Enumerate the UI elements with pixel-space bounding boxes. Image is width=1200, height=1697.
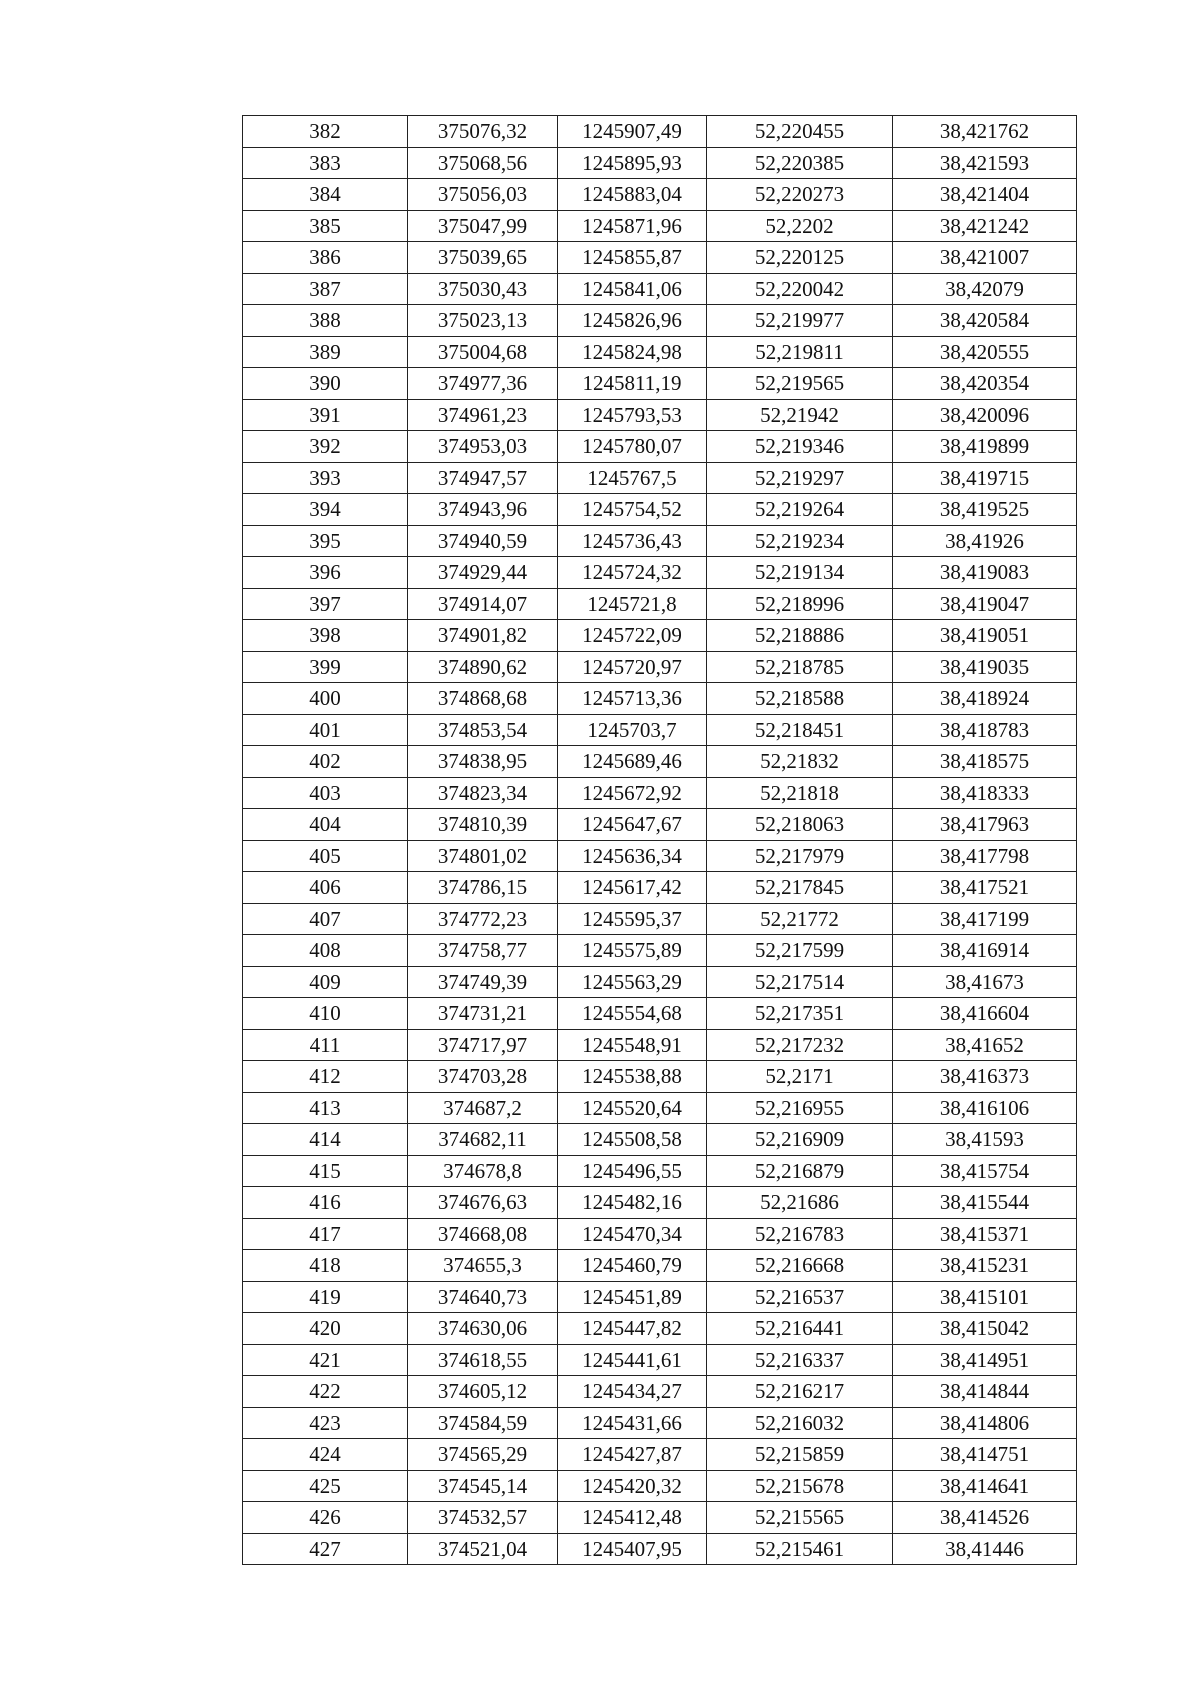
table-row	[243, 809, 1077, 841]
table-row	[243, 746, 1077, 778]
cell-coord-x: 375023,13	[408, 305, 558, 337]
cell-coord-y: 1245554,68	[558, 998, 707, 1030]
cell-point-number: 382	[243, 116, 408, 148]
cell-coord-x: 374961,23	[408, 399, 558, 431]
cell-longitude: 38,418924	[893, 683, 1077, 715]
cell-point-number: 404	[243, 809, 408, 841]
cell-coord-x: 374929,44	[408, 557, 558, 589]
cell-coord-x: 374565,29	[408, 1439, 558, 1471]
cell-latitude: 52,219977	[707, 305, 893, 337]
cell-longitude: 38,420584	[893, 305, 1077, 337]
cell-longitude: 38,415231	[893, 1250, 1077, 1282]
cell-point-number: 400	[243, 683, 408, 715]
table-row	[243, 1376, 1077, 1408]
cell-point-number: 415	[243, 1155, 408, 1187]
cell-latitude: 52,215859	[707, 1439, 893, 1471]
cell-latitude: 52,216217	[707, 1376, 893, 1408]
cell-longitude: 38,414641	[893, 1470, 1077, 1502]
cell-point-number: 407	[243, 903, 408, 935]
cell-longitude: 38,418333	[893, 777, 1077, 809]
table-row	[243, 368, 1077, 400]
table-row	[243, 1155, 1077, 1187]
cell-coord-y: 1245703,7	[558, 714, 707, 746]
cell-coord-y: 1245722,09	[558, 620, 707, 652]
cell-point-number: 399	[243, 651, 408, 683]
cell-coord-y: 1245470,34	[558, 1218, 707, 1250]
cell-point-number: 398	[243, 620, 408, 652]
cell-coord-y: 1245412,48	[558, 1502, 707, 1534]
cell-point-number: 406	[243, 872, 408, 904]
cell-coord-y: 1245482,16	[558, 1187, 707, 1219]
cell-latitude: 52,21818	[707, 777, 893, 809]
table-row	[243, 462, 1077, 494]
cell-longitude: 38,420555	[893, 336, 1077, 368]
cell-latitude: 52,219811	[707, 336, 893, 368]
table-row	[243, 494, 1077, 526]
cell-coord-x: 374545,14	[408, 1470, 558, 1502]
cell-coord-x: 375068,56	[408, 147, 558, 179]
cell-longitude: 38,417521	[893, 872, 1077, 904]
cell-latitude: 52,217514	[707, 966, 893, 998]
cell-coord-y: 1245595,37	[558, 903, 707, 935]
table-row	[243, 525, 1077, 557]
cell-point-number: 402	[243, 746, 408, 778]
cell-longitude: 38,42079	[893, 273, 1077, 305]
cell-coord-y: 1245647,67	[558, 809, 707, 841]
cell-point-number: 397	[243, 588, 408, 620]
cell-latitude: 52,2171	[707, 1061, 893, 1093]
cell-coord-x: 374717,97	[408, 1029, 558, 1061]
cell-latitude: 52,217232	[707, 1029, 893, 1061]
cell-coord-x: 374731,21	[408, 998, 558, 1030]
cell-coord-y: 1245883,04	[558, 179, 707, 211]
cell-longitude: 38,414951	[893, 1344, 1077, 1376]
cell-coord-x: 375039,65	[408, 242, 558, 274]
cell-longitude: 38,419035	[893, 651, 1077, 683]
cell-point-number: 390	[243, 368, 408, 400]
cell-longitude: 38,417199	[893, 903, 1077, 935]
cell-latitude: 52,220125	[707, 242, 893, 274]
cell-latitude: 52,220385	[707, 147, 893, 179]
cell-coord-x: 375047,99	[408, 210, 558, 242]
cell-coord-x: 374521,04	[408, 1533, 558, 1565]
cell-latitude: 52,218996	[707, 588, 893, 620]
cell-point-number: 422	[243, 1376, 408, 1408]
table-row	[243, 872, 1077, 904]
table-row	[243, 116, 1077, 148]
cell-coord-x: 374618,55	[408, 1344, 558, 1376]
cell-latitude: 52,217979	[707, 840, 893, 872]
table-row	[243, 399, 1077, 431]
table-row	[243, 1187, 1077, 1219]
cell-coord-x: 375030,43	[408, 273, 558, 305]
cell-point-number: 385	[243, 210, 408, 242]
cell-coord-y: 1245826,96	[558, 305, 707, 337]
cell-point-number: 416	[243, 1187, 408, 1219]
cell-longitude: 38,414751	[893, 1439, 1077, 1471]
cell-coord-x: 374953,03	[408, 431, 558, 463]
cell-coord-x: 374584,59	[408, 1407, 558, 1439]
cell-longitude: 38,415101	[893, 1281, 1077, 1313]
cell-coord-x: 374682,11	[408, 1124, 558, 1156]
cell-coord-x: 375004,68	[408, 336, 558, 368]
table-row	[243, 210, 1077, 242]
cell-point-number: 394	[243, 494, 408, 526]
cell-latitude: 52,219346	[707, 431, 893, 463]
cell-point-number: 396	[243, 557, 408, 589]
table-row	[243, 1124, 1077, 1156]
cell-longitude: 38,419047	[893, 588, 1077, 620]
cell-point-number: 408	[243, 935, 408, 967]
cell-coord-y: 1245563,29	[558, 966, 707, 998]
table-row	[243, 179, 1077, 211]
table-row	[243, 935, 1077, 967]
cell-latitude: 52,218886	[707, 620, 893, 652]
cell-coord-x: 374801,02	[408, 840, 558, 872]
cell-point-number: 405	[243, 840, 408, 872]
cell-coord-x: 374943,96	[408, 494, 558, 526]
cell-latitude: 52,220273	[707, 179, 893, 211]
cell-longitude: 38,416106	[893, 1092, 1077, 1124]
cell-coord-y: 1245721,8	[558, 588, 707, 620]
cell-latitude: 52,21832	[707, 746, 893, 778]
cell-latitude: 52,217845	[707, 872, 893, 904]
cell-coord-y: 1245434,27	[558, 1376, 707, 1408]
cell-longitude: 38,419715	[893, 462, 1077, 494]
cell-coord-x: 374890,62	[408, 651, 558, 683]
cell-coord-x: 374687,2	[408, 1092, 558, 1124]
cell-latitude: 52,218063	[707, 809, 893, 841]
cell-longitude: 38,415371	[893, 1218, 1077, 1250]
cell-coord-y: 1245538,88	[558, 1061, 707, 1093]
cell-coord-y: 1245689,46	[558, 746, 707, 778]
cell-coord-x: 374823,34	[408, 777, 558, 809]
cell-point-number: 409	[243, 966, 408, 998]
cell-latitude: 52,218588	[707, 683, 893, 715]
cell-coord-y: 1245841,06	[558, 273, 707, 305]
table-row	[243, 1250, 1077, 1282]
cell-latitude: 52,216909	[707, 1124, 893, 1156]
cell-latitude: 52,216668	[707, 1250, 893, 1282]
table-row	[243, 588, 1077, 620]
cell-point-number: 411	[243, 1029, 408, 1061]
coordinates-table-body	[243, 116, 1077, 1565]
cell-coord-y: 1245907,49	[558, 116, 707, 148]
cell-coord-y: 1245720,97	[558, 651, 707, 683]
table-row	[243, 1470, 1077, 1502]
cell-longitude: 38,419899	[893, 431, 1077, 463]
table-row	[243, 903, 1077, 935]
cell-latitude: 52,217599	[707, 935, 893, 967]
table-row	[243, 557, 1077, 589]
cell-latitude: 52,219264	[707, 494, 893, 526]
cell-coord-y: 1245736,43	[558, 525, 707, 557]
cell-point-number: 425	[243, 1470, 408, 1502]
cell-point-number: 414	[243, 1124, 408, 1156]
cell-longitude: 38,421007	[893, 242, 1077, 274]
cell-point-number: 388	[243, 305, 408, 337]
cell-coord-x: 374678,8	[408, 1155, 558, 1187]
cell-coord-y: 1245431,66	[558, 1407, 707, 1439]
cell-point-number: 391	[243, 399, 408, 431]
table-row	[243, 147, 1077, 179]
table-row	[243, 840, 1077, 872]
cell-point-number: 418	[243, 1250, 408, 1282]
cell-coord-y: 1245724,32	[558, 557, 707, 589]
cell-longitude: 38,421593	[893, 147, 1077, 179]
table-row	[243, 777, 1077, 809]
cell-latitude: 52,219565	[707, 368, 893, 400]
cell-longitude: 38,419525	[893, 494, 1077, 526]
cell-coord-y: 1245754,52	[558, 494, 707, 526]
table-row	[243, 242, 1077, 274]
cell-latitude: 52,215461	[707, 1533, 893, 1565]
cell-longitude: 38,420354	[893, 368, 1077, 400]
cell-point-number: 392	[243, 431, 408, 463]
table-row	[243, 1029, 1077, 1061]
cell-coord-y: 1245508,58	[558, 1124, 707, 1156]
cell-coord-x: 374630,06	[408, 1313, 558, 1345]
cell-point-number: 426	[243, 1502, 408, 1534]
cell-latitude: 52,2202	[707, 210, 893, 242]
table-row	[243, 1439, 1077, 1471]
table-row	[243, 1344, 1077, 1376]
cell-coord-y: 1245520,64	[558, 1092, 707, 1124]
cell-coord-x: 374605,12	[408, 1376, 558, 1408]
cell-latitude: 52,21942	[707, 399, 893, 431]
cell-latitude: 52,216537	[707, 1281, 893, 1313]
cell-point-number: 413	[243, 1092, 408, 1124]
cell-coord-x: 374810,39	[408, 809, 558, 841]
cell-coord-x: 374749,39	[408, 966, 558, 998]
cell-coord-x: 374940,59	[408, 525, 558, 557]
cell-coord-y: 1245895,93	[558, 147, 707, 179]
cell-point-number: 424	[243, 1439, 408, 1471]
cell-longitude: 38,418783	[893, 714, 1077, 746]
table-row	[243, 683, 1077, 715]
cell-latitude: 52,21772	[707, 903, 893, 935]
cell-point-number: 389	[243, 336, 408, 368]
cell-coord-y: 1245420,32	[558, 1470, 707, 1502]
cell-coord-y: 1245855,87	[558, 242, 707, 274]
cell-longitude: 38,414526	[893, 1502, 1077, 1534]
cell-point-number: 393	[243, 462, 408, 494]
table-row	[243, 966, 1077, 998]
cell-longitude: 38,414844	[893, 1376, 1077, 1408]
cell-point-number: 403	[243, 777, 408, 809]
cell-coord-y: 1245824,98	[558, 336, 707, 368]
cell-latitude: 52,215565	[707, 1502, 893, 1534]
table-row	[243, 1407, 1077, 1439]
cell-latitude: 52,218785	[707, 651, 893, 683]
table-row	[243, 651, 1077, 683]
cell-coord-y: 1245672,92	[558, 777, 707, 809]
cell-point-number: 384	[243, 179, 408, 211]
table-row	[243, 1502, 1077, 1534]
cell-point-number: 423	[243, 1407, 408, 1439]
cell-longitude: 38,41673	[893, 966, 1077, 998]
table-row	[243, 714, 1077, 746]
cell-coord-x: 374853,54	[408, 714, 558, 746]
cell-coord-x: 374655,3	[408, 1250, 558, 1282]
cell-coord-y: 1245713,36	[558, 683, 707, 715]
cell-point-number: 427	[243, 1533, 408, 1565]
table-row	[243, 336, 1077, 368]
cell-longitude: 38,41593	[893, 1124, 1077, 1156]
cell-coord-x: 374758,77	[408, 935, 558, 967]
cell-coord-y: 1245427,87	[558, 1439, 707, 1471]
cell-latitude: 52,216955	[707, 1092, 893, 1124]
cell-latitude: 52,219297	[707, 462, 893, 494]
table-row	[243, 1061, 1077, 1093]
cell-coord-x: 374838,95	[408, 746, 558, 778]
cell-point-number: 419	[243, 1281, 408, 1313]
cell-latitude: 52,219134	[707, 557, 893, 589]
cell-latitude: 52,216032	[707, 1407, 893, 1439]
cell-coord-y: 1245441,61	[558, 1344, 707, 1376]
table-row	[243, 1281, 1077, 1313]
table-row	[243, 431, 1077, 463]
cell-latitude: 52,216441	[707, 1313, 893, 1345]
table-row	[243, 998, 1077, 1030]
cell-longitude: 38,419051	[893, 620, 1077, 652]
cell-latitude: 52,21686	[707, 1187, 893, 1219]
cell-coord-y: 1245548,91	[558, 1029, 707, 1061]
cell-coord-y: 1245871,96	[558, 210, 707, 242]
cell-longitude: 38,416914	[893, 935, 1077, 967]
cell-coord-y: 1245451,89	[558, 1281, 707, 1313]
cell-coord-x: 374668,08	[408, 1218, 558, 1250]
cell-longitude: 38,415042	[893, 1313, 1077, 1345]
table-row	[243, 305, 1077, 337]
cell-latitude: 52,217351	[707, 998, 893, 1030]
cell-coord-x: 374676,63	[408, 1187, 558, 1219]
cell-latitude: 52,218451	[707, 714, 893, 746]
coordinates-table	[242, 115, 1077, 1565]
cell-coord-y: 1245767,5	[558, 462, 707, 494]
cell-point-number: 421	[243, 1344, 408, 1376]
cell-longitude: 38,421762	[893, 116, 1077, 148]
cell-coord-y: 1245793,53	[558, 399, 707, 431]
cell-coord-x: 375056,03	[408, 179, 558, 211]
cell-coord-x: 374977,36	[408, 368, 558, 400]
cell-coord-y: 1245407,95	[558, 1533, 707, 1565]
cell-latitude: 52,220042	[707, 273, 893, 305]
cell-coord-x: 374640,73	[408, 1281, 558, 1313]
cell-longitude: 38,41446	[893, 1533, 1077, 1565]
cell-latitude: 52,215678	[707, 1470, 893, 1502]
cell-coord-x: 375076,32	[408, 116, 558, 148]
table-row	[243, 1533, 1077, 1565]
cell-longitude: 38,416604	[893, 998, 1077, 1030]
cell-coord-x: 374786,15	[408, 872, 558, 904]
cell-longitude: 38,41652	[893, 1029, 1077, 1061]
cell-longitude: 38,421404	[893, 179, 1077, 211]
cell-longitude: 38,420096	[893, 399, 1077, 431]
cell-point-number: 387	[243, 273, 408, 305]
cell-point-number: 410	[243, 998, 408, 1030]
cell-coord-x: 374868,68	[408, 683, 558, 715]
cell-coord-y: 1245780,07	[558, 431, 707, 463]
cell-point-number: 383	[243, 147, 408, 179]
cell-point-number: 417	[243, 1218, 408, 1250]
cell-coord-y: 1245496,55	[558, 1155, 707, 1187]
table-row	[243, 1218, 1077, 1250]
cell-coord-x: 374532,57	[408, 1502, 558, 1534]
cell-longitude: 38,417963	[893, 809, 1077, 841]
cell-point-number: 395	[243, 525, 408, 557]
cell-coord-x: 374772,23	[408, 903, 558, 935]
cell-longitude: 38,415544	[893, 1187, 1077, 1219]
cell-longitude: 38,417798	[893, 840, 1077, 872]
table-row	[243, 1313, 1077, 1345]
cell-latitude: 52,219234	[707, 525, 893, 557]
cell-coord-x: 374901,82	[408, 620, 558, 652]
cell-latitude: 52,216337	[707, 1344, 893, 1376]
cell-coord-y: 1245617,42	[558, 872, 707, 904]
table-row	[243, 1092, 1077, 1124]
cell-latitude: 52,220455	[707, 116, 893, 148]
table-row	[243, 620, 1077, 652]
cell-coord-y: 1245811,19	[558, 368, 707, 400]
cell-longitude: 38,421242	[893, 210, 1077, 242]
cell-coord-x: 374703,28	[408, 1061, 558, 1093]
cell-point-number: 420	[243, 1313, 408, 1345]
cell-coord-y: 1245447,82	[558, 1313, 707, 1345]
cell-longitude: 38,416373	[893, 1061, 1077, 1093]
cell-longitude: 38,419083	[893, 557, 1077, 589]
cell-coord-y: 1245636,34	[558, 840, 707, 872]
cell-coord-y: 1245575,89	[558, 935, 707, 967]
cell-longitude: 38,418575	[893, 746, 1077, 778]
cell-point-number: 401	[243, 714, 408, 746]
cell-latitude: 52,216783	[707, 1218, 893, 1250]
cell-longitude: 38,41926	[893, 525, 1077, 557]
cell-coord-x: 374947,57	[408, 462, 558, 494]
cell-point-number: 386	[243, 242, 408, 274]
cell-point-number: 412	[243, 1061, 408, 1093]
table-row	[243, 273, 1077, 305]
cell-longitude: 38,415754	[893, 1155, 1077, 1187]
cell-coord-y: 1245460,79	[558, 1250, 707, 1282]
cell-longitude: 38,414806	[893, 1407, 1077, 1439]
cell-coord-x: 374914,07	[408, 588, 558, 620]
cell-latitude: 52,216879	[707, 1155, 893, 1187]
